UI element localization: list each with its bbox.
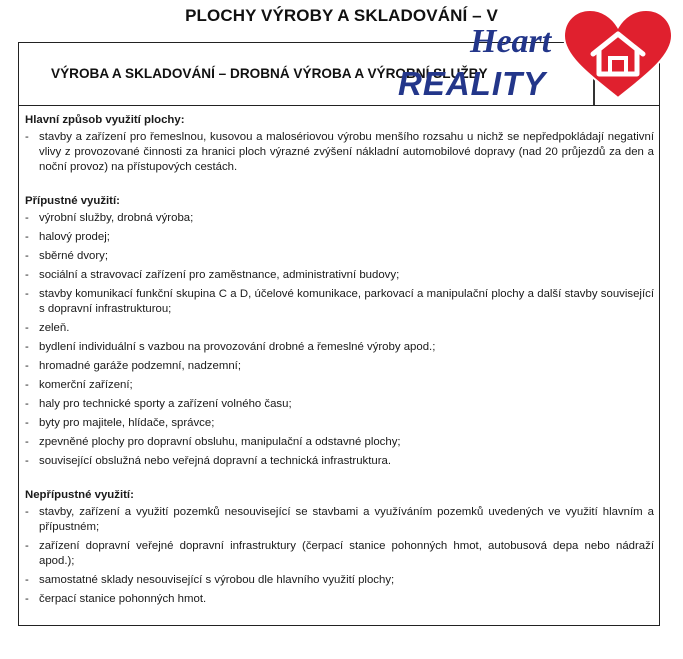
section-heading: Hlavní způsob využití plochy: [25, 114, 185, 126]
heart-reality-logo [396, 6, 676, 106]
list-item: - zeleň. [25, 321, 654, 336]
list-item: - sociální a stravovací zařízení pro zaměstnance, administrativní budovy; [25, 268, 654, 283]
list-item: - čerpací stanice pohonných hmot. [25, 592, 654, 607]
heart-house-icon [564, 10, 672, 98]
list-item: - haly pro technické sporty a zařízení volného času; [25, 397, 654, 412]
section-main-use [25, 113, 654, 175]
list-item: - výrobní služby, drobná výroba; [25, 211, 654, 226]
section-forbidden-use [25, 488, 654, 607]
list-item: - hromadné garáže podzemní, nadzemní; [25, 359, 654, 374]
list-item: - bydlení individuální s vazbou na provozování drobné a řemeslné výroby apod.; [25, 340, 654, 355]
list-item: - stavby, zařízení a využití pozemků nesouvisející se stavbami a využíváním pozemků uvedených ve využití hlavním a přípustném; [25, 505, 654, 535]
logo-word-reality: REALITY [398, 65, 547, 102]
page-title: PLOCHY VÝROBY A SKLADOVÁNÍ – V [185, 6, 498, 25]
section-heading: Přípustné využití: [25, 195, 120, 207]
zone-title: VÝROBA A SKLADOVÁNÍ – DROBNÁ VÝROBA A VÝROBNÍ SLUŽBY [51, 66, 488, 81]
list-item: - byty pro majitele, hlídače, správce; [25, 416, 654, 431]
list-item: - sběrné dvory; [25, 249, 654, 264]
logo-word-heart: Heart [470, 23, 552, 60]
section-allowed-use [25, 194, 654, 469]
section-heading: Nepřípustné využití: [25, 489, 134, 501]
allowed-use-list [25, 211, 654, 469]
list-item: - zpevněné plochy pro dopravní obsluhu, manipulační a odstavné plochy; [25, 435, 654, 450]
regulation-content [19, 106, 659, 607]
list-item: - související obslužná nebo veřejná dopravní a technická infrastruktura. [25, 454, 654, 469]
list-item: - zařízení dopravní veřejné dopravní infrastruktury (čerpací stanice pohonných hmot, autobusová depa nebo nádraží apod.); [25, 539, 654, 569]
list-item: - samostatné sklady nesouvisející s výrobou dle hlavního využití plochy; [25, 573, 654, 588]
list-item: - halový prodej; [25, 230, 654, 245]
forbidden-use-list [25, 505, 654, 607]
list-item: - stavby a zařízení pro řemeslnou, kusovou a malosériovou výrobu menšího rozsahu u nichž se nepředpokládají negativní vlivy z provozované činnosti za hranici ploch výrazné zvýšení nákladní automobilové dopravy (nad 20 průjezdů za den a noční provoz) na přístupových cestách. [25, 130, 654, 175]
main-use-list [25, 130, 654, 175]
list-item: - komerční zařízení; [25, 378, 654, 393]
regulation-table [18, 42, 660, 626]
list-item: - stavby komunikací funkční skupina C a D, účelové komunikace, parkovací a manipulační plochy a další stavby související s dopravní infrastrukturou; [25, 287, 654, 317]
